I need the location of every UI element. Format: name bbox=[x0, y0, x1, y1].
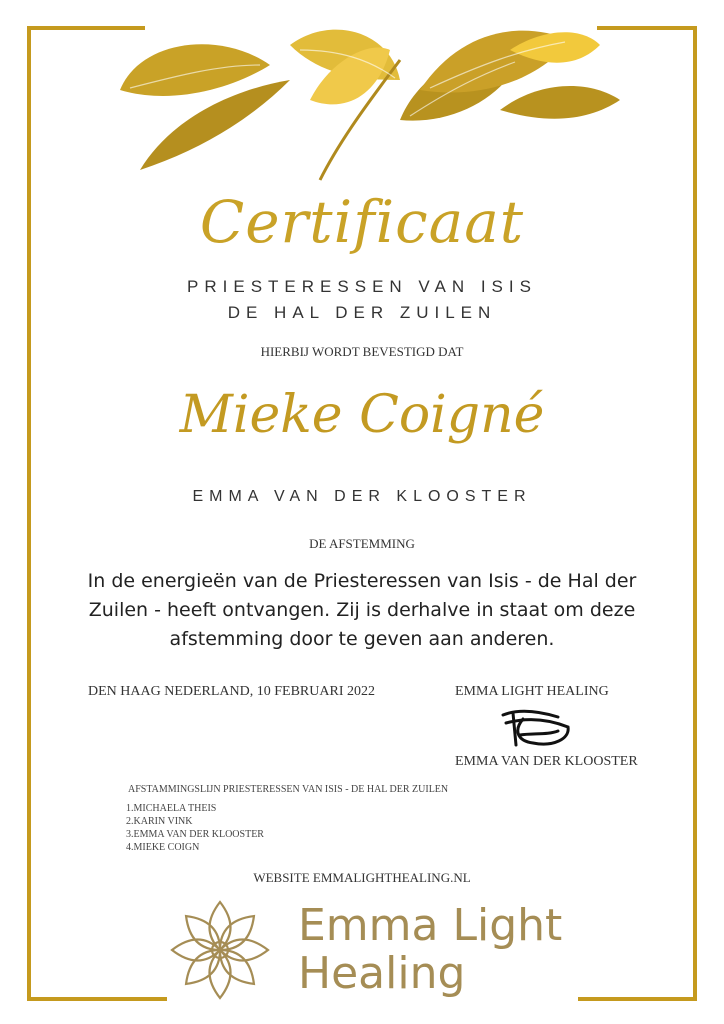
frame-right bbox=[693, 26, 697, 1001]
body-line-3: afstemming door te geven aan anderen. bbox=[169, 628, 555, 650]
confirm-text: HIERBIJ WORDT BEVESTIGD DAT bbox=[260, 344, 464, 359]
signature-name: EMMA VAN DER KLOOSTER bbox=[455, 754, 638, 769]
website: WEBSITE EMMALIGHTHEALING.NL bbox=[253, 870, 471, 885]
frame-left bbox=[27, 26, 31, 1001]
lineage-item: 3.EMMA VAN DER KLOOSTER bbox=[126, 829, 264, 840]
organization-line-2: DE HAL DER ZUILEN bbox=[227, 303, 497, 322]
place-date: DEN HAAG NEDERLAND, 10 FEBRUARI 2022 bbox=[88, 684, 375, 699]
lineage-item: 4.MIEKE COIGN bbox=[126, 842, 200, 853]
body-line-2: Zuilen - heeft ontvangen. Zij is derhalve in staat om deze bbox=[88, 599, 636, 621]
frame-bottom-right bbox=[578, 997, 697, 1001]
recipient-name: Mieke Coigné bbox=[179, 385, 545, 445]
certificate-title: Certificaat bbox=[199, 188, 525, 256]
lineage-item: 2.KARIN VINK bbox=[126, 816, 193, 827]
teacher-name: EMMA VAN DER KLOOSTER bbox=[192, 488, 532, 505]
body-line-1: In de energieën van de Priesteressen van Isis - de Hal der bbox=[87, 570, 637, 592]
logo-line-2: Healing bbox=[298, 948, 466, 999]
lineage-title: AFSTAMMINGSLIJN PRIESTERESSEN VAN ISIS - DE HAL DER ZUILEN bbox=[128, 784, 449, 795]
logo-line-1: Emma Light bbox=[298, 900, 563, 951]
lineage-list bbox=[126, 802, 264, 854]
organization-line-1: PRIESTERESSEN VAN ISIS bbox=[187, 277, 537, 296]
attunement-label: DE AFSTEMMING bbox=[309, 536, 415, 551]
gold-leaves-decoration bbox=[100, 20, 630, 190]
lotus-mandala-icon bbox=[165, 895, 275, 1005]
lineage-item: 1.MICHAELA THEIS bbox=[126, 803, 217, 814]
signature-scribble bbox=[498, 705, 578, 749]
signature-org: EMMA LIGHT HEALING bbox=[455, 684, 609, 699]
frame-bottom-left bbox=[27, 997, 167, 1001]
logo-text bbox=[298, 902, 562, 998]
body-text bbox=[0, 567, 724, 654]
